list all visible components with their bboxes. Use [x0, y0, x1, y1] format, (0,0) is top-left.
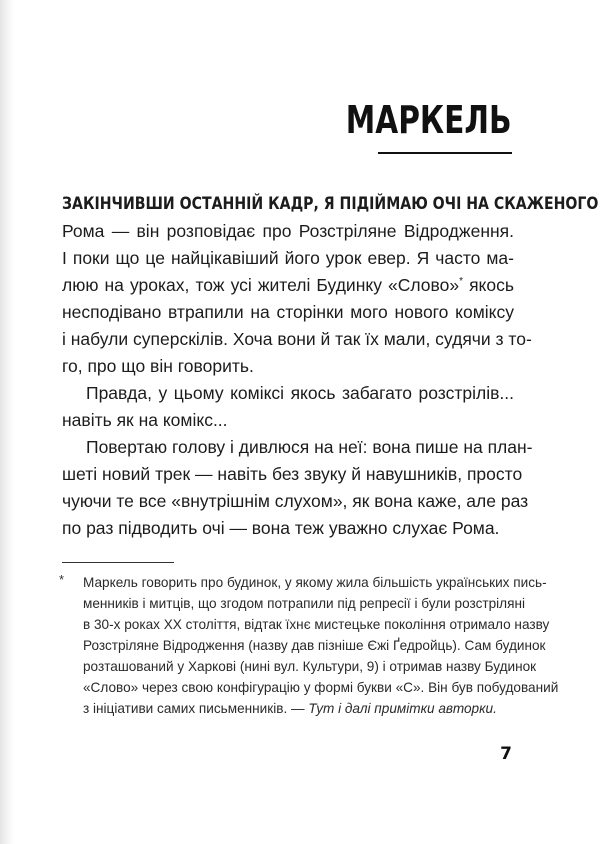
text-line-with-footnote-ref: [62, 272, 514, 299]
footnote-marker: *: [59, 572, 65, 587]
footnote-line: «Слово» через свою конфігурацію у формі букви «С». Він був побудований: [83, 680, 559, 695]
footnote-line: менників і митців, що згодом потрапили під репресії і були розстріляні: [83, 596, 526, 611]
footnote-text: з ініціативи самих письменників. —: [83, 701, 309, 716]
footnote-line: Розстріляне Відродження (назву дав пізніше Єжі Ґедройць). Сам будинок: [83, 638, 546, 653]
footnote-line: розташований у Харкові (нині вул. Культури, 9) і отримав назву Будинок: [83, 659, 537, 674]
page-number: 7: [500, 744, 512, 764]
footnote: [59, 572, 559, 719]
text-line: І поки що це найцікавіший його урок евер. Я часто ма-: [62, 248, 514, 268]
text-line: навіть як на комікс...: [62, 410, 228, 430]
text-line: чуючи те все «внутрішнім слухом», як вона каже, але раз: [62, 491, 529, 511]
text-line: несподівано втрапили на сторінки мого нового коміксу: [62, 302, 514, 322]
chapter-title: МАРКЕЛЬ: [346, 98, 512, 142]
footnote-line: Маркель говорить про будинок, у якому жила більшість українських пись-: [83, 575, 547, 590]
footnote-separator: [62, 562, 174, 563]
text-span: люю на уроках, тож усі жителі Будинку «Слово»: [62, 275, 460, 295]
page-gutter-shadow: [0, 0, 14, 844]
lead-line: ЗАКІНЧИВШИ ОСТАННІЙ КАДР, Я ПІДІЙМАЮ ОЧІ НА СКАЖЕНОГО: [62, 194, 599, 214]
footnote-author-note: Тут і далі примітки авторки.: [308, 701, 497, 716]
text-span: якось: [463, 275, 515, 295]
text-line: по раз підводить очі — вона теж уважно слухає Рома.: [62, 518, 500, 538]
text-line: Повертаю голову і дивлюся на неї: вона пише на план-: [86, 437, 533, 457]
text-line: Правда, у цьому коміксі якось забагато розстрілів...: [86, 383, 514, 403]
footnote-line: в 30-х роках ХХ століття, відтак їхнє мистецьке покоління отримало назву: [83, 617, 550, 632]
text-line: го, про що він говорить.: [62, 356, 254, 376]
main-text: [62, 191, 599, 542]
chapter-title-underline: [378, 152, 512, 154]
footnote-reference: *: [459, 276, 464, 288]
text-line: і набули суперскілів. Хоча вони й так їх мали, судячи з то-: [62, 329, 532, 349]
text-line: шеті новий трек — навіть без звуку й навушників, просто: [62, 464, 523, 484]
footnote-last-line: [62, 698, 514, 719]
text-line: Рома — він розповідає про Розстріляне Відродження.: [62, 221, 514, 241]
